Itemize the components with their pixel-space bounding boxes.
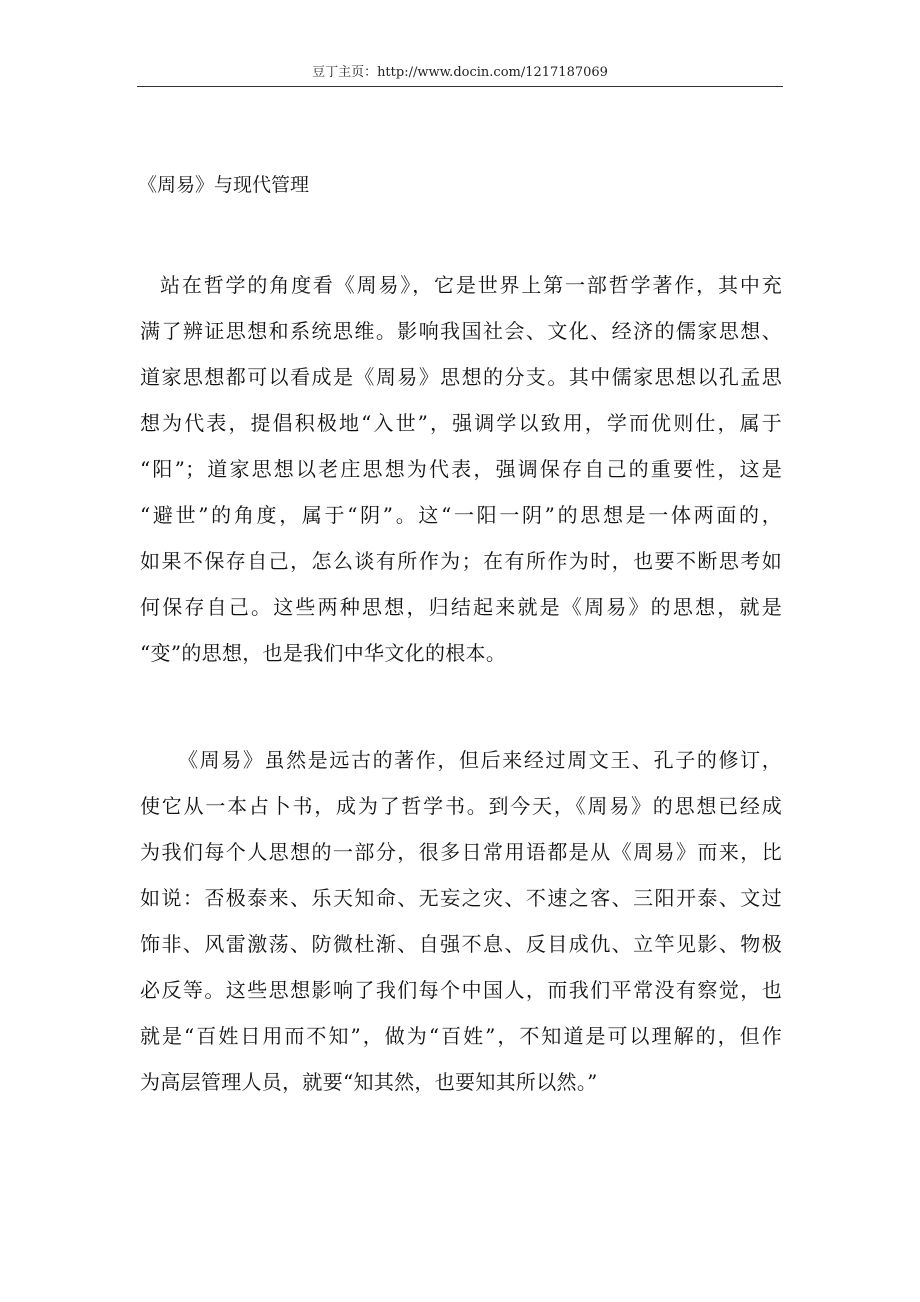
paragraph-line: 使它从一本占卜书，成为了哲学书。到今天，《周易》的思想已经成	[140, 794, 782, 818]
paragraph-line: “变”的思想，也是我们中华文化的根本。	[140, 641, 507, 665]
paragraph-line: 站在哲学的角度看《周易》，它是世界上第一部哲学著作，其中充	[160, 273, 782, 297]
paragraph-line: 想为代表，提倡积极地“入世”，强调学以致用，学而优则仕，属于	[140, 411, 782, 435]
paragraph-line: 为高层管理人员，就要“知其然，也要知其所以然。”	[140, 1070, 598, 1094]
paragraph-line: 如说：否极泰来、乐天知命、无妄之灾、不速之客、三阳开泰、文过	[140, 886, 782, 910]
header-text: 豆丁主页：http://www.docin.com/1217187069	[312, 65, 608, 80]
paragraph-line: 为我们每个人思想的一部分，很多日常用语都是从《周易》而来，比	[140, 840, 782, 864]
paragraph-1	[140, 262, 782, 676]
paragraph-line: 如果不保存自己，怎么谈有所作为；在有所作为时，也要不断思考如	[140, 549, 782, 573]
paragraph-line: 《周易》虽然是远古的著作，但后来经过周文王、孔子的修订，	[178, 748, 782, 772]
paragraph-line: 满了辨证思想和系统思维。影响我国社会、文化、经济的儒家思想、	[140, 319, 782, 343]
document-title: 《周易》与现代管理	[138, 174, 310, 196]
paragraph-line: 饰非、风雷激荡、防微杜渐、自强不息、反目成仇、立竿见影、物极	[140, 932, 782, 956]
paragraph-line: “阳”；道家思想以老庄思想为代表，强调保存自己的重要性，这是	[140, 457, 782, 481]
paragraph-line: 何保存自己。这些两种思想，归结起来就是《周易》的思想，就是	[140, 595, 782, 619]
paragraph-line: 必反等。这些思想影响了我们每个中国人，而我们平常没有察觉，也	[140, 978, 782, 1002]
paragraph-2	[140, 737, 782, 1105]
paragraph-line: 道家思想都可以看成是《周易》思想的分支。其中儒家思想以孔孟思	[140, 365, 782, 389]
paragraph-line: “避世”的角度，属于“阴”。这“一阳一阴”的思想是一体两面的，	[140, 503, 782, 527]
page-header	[137, 62, 783, 87]
paragraph-line: 就是“百姓日用而不知”，做为“百姓”，不知道是可以理解的，但作	[140, 1024, 782, 1048]
